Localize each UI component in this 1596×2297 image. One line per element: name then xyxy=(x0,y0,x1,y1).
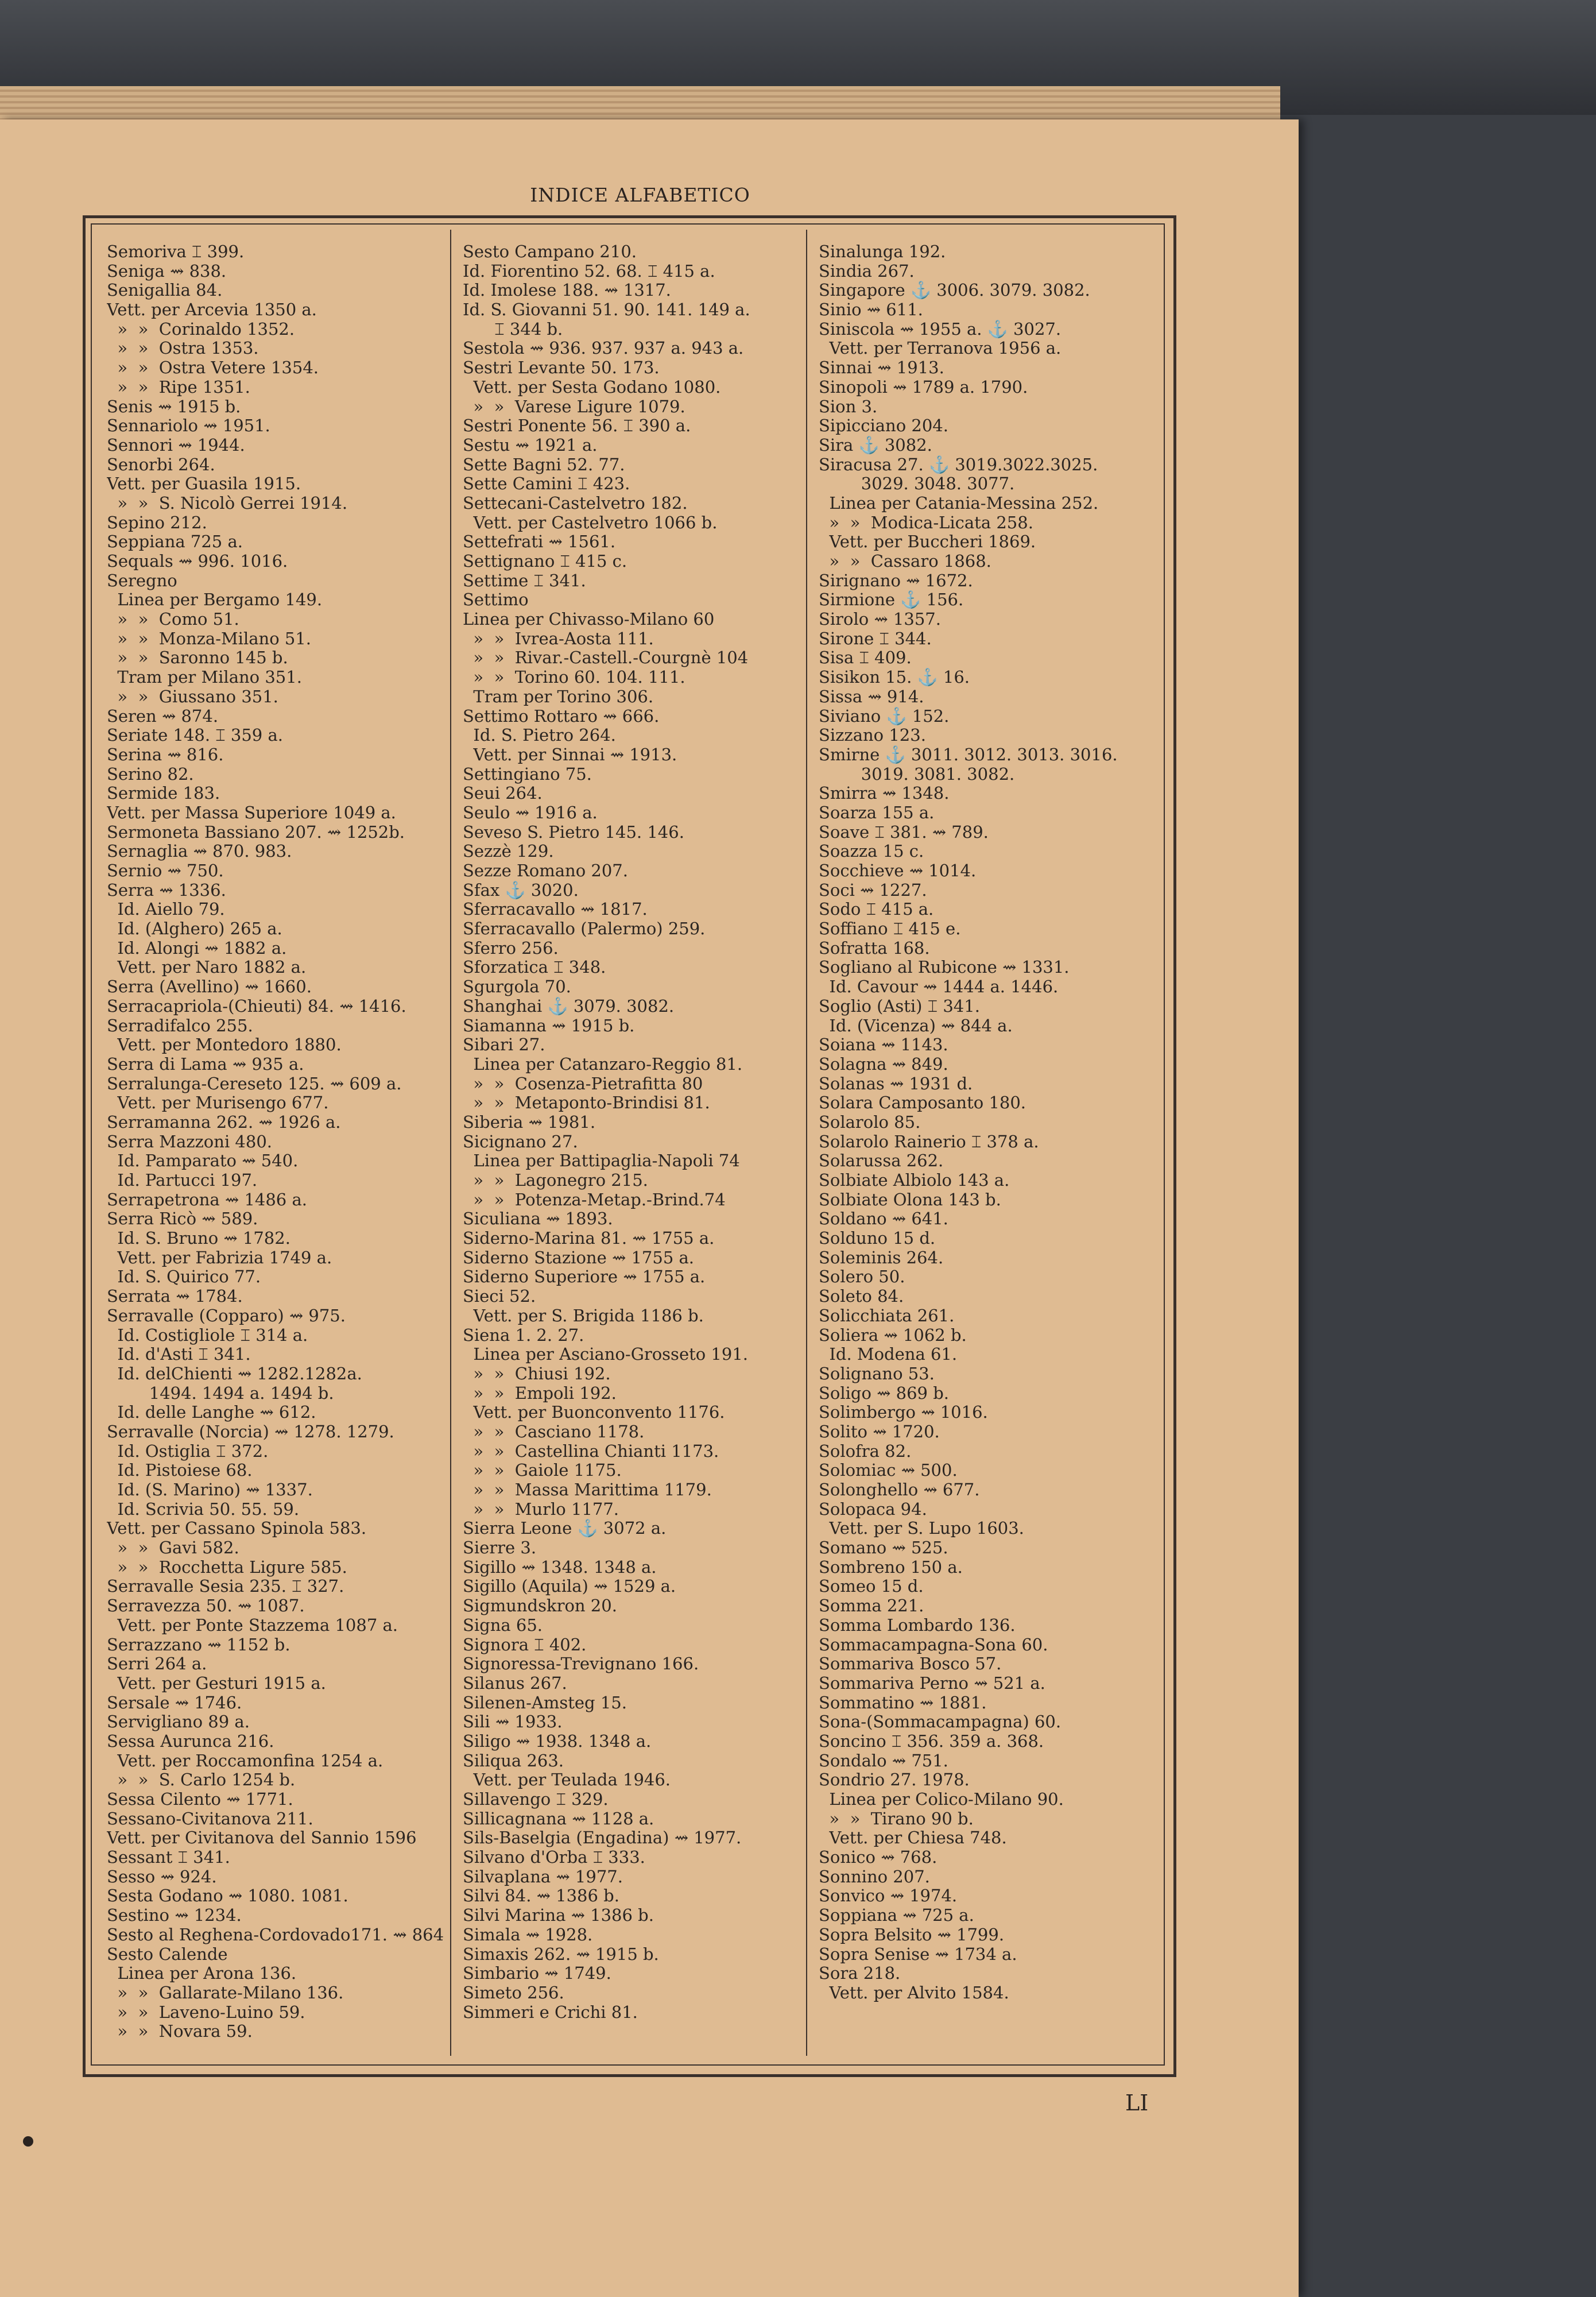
index-entry: Sofratta 168. xyxy=(819,938,930,958)
index-entry: Solbiate Olona 143 b. xyxy=(819,1190,1001,1209)
index-entry: Serino 82. xyxy=(107,764,194,784)
index-entry: Sicignano 27. xyxy=(463,1132,578,1151)
index-entry: Sepino 212. xyxy=(107,513,207,532)
index-entry: Sibari 27. xyxy=(463,1035,545,1055)
index-entry: Id. delChienti ⇝ 1282.1282a. xyxy=(107,1364,362,1383)
index-entry: Sommacampagna-Sona 60. xyxy=(819,1635,1048,1654)
index-entry: Solopaca 94. xyxy=(819,1499,927,1519)
index-entry: » » Murlo 1177. xyxy=(463,1499,619,1519)
index-entry: Sonnino 207. xyxy=(819,1867,930,1886)
index-entry: Vett. per Naro 1882 a. xyxy=(107,958,307,977)
index-entry: Solimbergo ⇝ 1016. xyxy=(819,1403,988,1422)
index-entry: Id. (S. Marino) ⇝ 1337. xyxy=(107,1480,313,1499)
index-entry: Siliqua 263. xyxy=(463,1751,564,1770)
index-entry: Senigallia 84. xyxy=(107,281,223,300)
index-entry: Id. d'Asti ⌶ 341. xyxy=(107,1345,251,1364)
index-entry: Sonico ⇝ 768. xyxy=(819,1848,938,1867)
index-entry: Sesto Calende xyxy=(107,1944,228,1964)
index-entry: Solarolo Rainerio ⌶ 378 a. xyxy=(819,1132,1039,1151)
index-entry: Serramanna 262. ⇝ 1926 a. xyxy=(107,1112,341,1132)
index-entry: Sequals ⇝ 996. 1016. xyxy=(107,552,288,571)
index-entry: » » Cosenza-Pietrafitta 80 xyxy=(463,1074,703,1093)
index-entry: Siracusa 27. ⚓ 3019.3022.3025. xyxy=(819,455,1098,474)
index-entry: Sestu ⇝ 1921 a. xyxy=(463,435,598,455)
index-entry: Sesta Godano ⇝ 1080. 1081. xyxy=(107,1886,348,1906)
index-entry: » » Empoli 192. xyxy=(463,1383,617,1403)
index-entry: Sillicagnana ⇝ 1128 a. xyxy=(463,1809,654,1828)
index-entry: Simbario ⇝ 1749. xyxy=(463,1964,611,1983)
ink-dot xyxy=(23,2136,33,2147)
index-entry: Siberia ⇝ 1981. xyxy=(463,1112,596,1132)
index-entry: Soligo ⇝ 869 b. xyxy=(819,1383,949,1403)
index-entry: Settimo xyxy=(463,590,529,610)
index-entry: Soffiano ⌶ 415 e. xyxy=(819,919,961,939)
index-entry: Simeto 256. xyxy=(463,1983,564,2002)
index-entry: Sestri Levante 50. 173. xyxy=(463,358,660,378)
index-entry: Id. (Alghero) 265 a. xyxy=(107,919,282,939)
index-entry: Silvaplana ⇝ 1977. xyxy=(463,1867,623,1886)
index-entry: Shanghai ⚓ 3079. 3082. xyxy=(463,996,675,1016)
index-column-2 xyxy=(463,242,801,2022)
index-entry: Linea per Asciano-Grosseto 191. xyxy=(463,1345,749,1364)
index-entry: Silenen-Amsteg 15. xyxy=(463,1693,627,1712)
index-entry: Solara Camposanto 180. xyxy=(819,1093,1026,1113)
index-entry: » » Saronno 145 b. xyxy=(107,648,288,668)
index-entry: » » Ostra 1353. xyxy=(107,339,259,358)
index-entry: Linea per Colico-Milano 90. xyxy=(819,1790,1064,1809)
index-entry: Id. Fiorentino 52. 68. ⌶ 415 a. xyxy=(463,261,715,281)
index-entry: Id. Pamparato ⇝ 540. xyxy=(107,1151,299,1171)
index-entry: Sennori ⇝ 1944. xyxy=(107,435,245,455)
index-entry: Seren ⇝ 874. xyxy=(107,706,219,726)
index-entry: Signoressa-Trevignano 166. xyxy=(463,1654,699,1674)
index-entry: Sesto al Reghena-Cordovado171. ⇝ 864 xyxy=(107,1925,444,1944)
index-entry: ⌶ 344 b. xyxy=(463,319,563,339)
index-entry: Id. delle Langhe ⇝ 612. xyxy=(107,1403,316,1422)
index-entry: 3019. 3081. 3082. xyxy=(819,764,1015,784)
index-entry: Sombreno 150 a. xyxy=(819,1557,963,1577)
index-entry: Id. (Vicenza) ⇝ 844 a. xyxy=(819,1016,1013,1035)
index-entry: Sopra Belsito ⇝ 1799. xyxy=(819,1925,1005,1944)
index-entry: Senorbi 264. xyxy=(107,455,215,474)
index-entry: Sersale ⇝ 1746. xyxy=(107,1693,242,1712)
index-entry: Servigliano 89 a. xyxy=(107,1712,250,1732)
index-entry: Tram per Torino 306. xyxy=(463,687,654,706)
index-entry: Serravalle Sesia 235. ⌶ 327. xyxy=(107,1577,344,1596)
index-entry: Sisikon 15. ⚓ 16. xyxy=(819,668,970,687)
index-entry: Sette Bagni 52. 77. xyxy=(463,455,625,474)
index-entry: Id. Cavour ⇝ 1444 a. 1446. xyxy=(819,977,1059,997)
index-entry: Vett. per Murisengo 677. xyxy=(107,1093,329,1113)
index-entry: Signa 65. xyxy=(463,1615,543,1635)
index-entry: Sferro 256. xyxy=(463,938,559,958)
index-entry: Siviano ⚓ 152. xyxy=(819,706,950,726)
index-entry: Sierre 3. xyxy=(463,1538,537,1558)
index-entry: » » S. Nicolò Gerrei 1914. xyxy=(107,493,348,513)
index-entry: Sigillo ⇝ 1348. 1348 a. xyxy=(463,1557,657,1577)
index-entry: 1494. 1494 a. 1494 b. xyxy=(107,1383,334,1403)
index-entry: Vett. per Gesturi 1915 a. xyxy=(107,1673,326,1693)
index-entry: Id. Modena 61. xyxy=(819,1345,958,1364)
index-entry: Silvi 84. ⇝ 1386 b. xyxy=(463,1886,619,1906)
index-entry: Socchieve ⇝ 1014. xyxy=(819,861,977,880)
index-entry: Vett. per Teulada 1946. xyxy=(463,1770,671,1790)
index-entry: » » S. Carlo 1254 b. xyxy=(107,1770,296,1790)
index-entry: Id. Costigliole ⌶ 314 a. xyxy=(107,1325,308,1345)
index-entry: » » Ripe 1351. xyxy=(107,377,250,397)
index-entry: Seregno xyxy=(107,571,177,590)
index-entry: Linea per Catania-Messina 252. xyxy=(819,493,1099,513)
index-entry: Seppiana 725 a. xyxy=(107,532,243,552)
index-entry: Soppiana ⇝ 725 a. xyxy=(819,1906,974,1925)
index-entry: Vett. per Terranova 1956 a. xyxy=(819,339,1062,358)
index-entry: Sierra Leone ⚓ 3072 a. xyxy=(463,1519,667,1538)
index-entry: Sinopoli ⇝ 1789 a. 1790. xyxy=(819,377,1028,397)
index-entry: Sieci 52. xyxy=(463,1287,536,1306)
index-entry: Sora 218. xyxy=(819,1964,901,1983)
index-entry: » » Casciano 1178. xyxy=(463,1422,645,1441)
running-head: INDICE ALFABETICO xyxy=(530,184,750,206)
index-entry: Vett. per S. Lupo 1603. xyxy=(819,1519,1024,1538)
index-entry: Sessa Aurunca 216. xyxy=(107,1731,274,1751)
index-entry: Semoriva ⌶ 399. xyxy=(107,242,245,261)
index-entry: Id. Aiello 79. xyxy=(107,900,225,919)
index-entry: Id. Pistoiese 68. xyxy=(107,1461,253,1480)
index-entry: Sirolo ⇝ 1357. xyxy=(819,610,941,629)
index-entry: Siena 1. 2. 27. xyxy=(463,1325,584,1345)
index-entry: » » Laveno-Luino 59. xyxy=(107,2002,305,2022)
index-entry: Sommatino ⇝ 1881. xyxy=(819,1693,987,1712)
index-entry: Linea per Bergamo 149. xyxy=(107,590,323,610)
index-entry: Soncino ⌶ 356. 359 a. 368. xyxy=(819,1731,1044,1751)
index-entry: Simala ⇝ 1928. xyxy=(463,1925,593,1944)
index-entry: Somano ⇝ 525. xyxy=(819,1538,948,1558)
index-entry: Somma Lombardo 136. xyxy=(819,1615,1016,1635)
index-entry: Sermide 183. xyxy=(107,784,220,803)
index-entry: Sestri Ponente 56. ⌶ 390 a. xyxy=(463,416,691,436)
index-entry: Solonghello ⇝ 677. xyxy=(819,1480,980,1499)
index-entry: Sogliano al Rubicone ⇝ 1331. xyxy=(819,958,1070,977)
index-entry: Vett. per Arcevia 1350 a. xyxy=(107,300,317,320)
index-entry: Siniscola ⇝ 1955 a. ⚓ 3027. xyxy=(819,319,1062,339)
index-entry: Serra Ricò ⇝ 589. xyxy=(107,1209,258,1229)
index-entry: Serra (Avellino) ⇝ 1660. xyxy=(107,977,312,997)
index-entry: » » Massa Marittima 1179. xyxy=(463,1480,712,1499)
index-entry: Sillavengo ⌶ 329. xyxy=(463,1790,609,1809)
index-entry: Soleminis 264. xyxy=(819,1248,944,1267)
index-entry: Sferracavallo (Palermo) 259. xyxy=(463,919,706,939)
index-entry: Sforzatica ⌶ 348. xyxy=(463,958,606,977)
index-entry: » » Varese Ligure 1079. xyxy=(463,397,685,416)
index-entry: Serina ⇝ 816. xyxy=(107,745,224,764)
index-entry: Soazza 15 c. xyxy=(819,842,924,861)
index-entry: Serralunga-Cereseto 125. ⇝ 609 a. xyxy=(107,1074,402,1093)
index-entry: Sernaglia ⇝ 870. 983. xyxy=(107,842,292,861)
index-entry: Sette Camini ⌶ 423. xyxy=(463,474,630,494)
index-entry: Solicchiata 261. xyxy=(819,1306,955,1325)
index-column-3 xyxy=(819,242,1157,2003)
index-entry: Siculiana ⇝ 1893. xyxy=(463,1209,613,1229)
index-entry: Solarolo 85. xyxy=(819,1112,921,1132)
index-entry: » » Castellina Chianti 1173. xyxy=(463,1441,719,1461)
index-entry: Siderno Stazione ⇝ 1755 a. xyxy=(463,1248,695,1267)
index-entry: Sezze Romano 207. xyxy=(463,861,628,880)
index-entry: Seui 264. xyxy=(463,784,543,803)
index-entry: Linea per Battipaglia-Napoli 74 xyxy=(463,1151,740,1171)
index-entry: Serra ⇝ 1336. xyxy=(107,880,226,900)
index-entry: Siligo ⇝ 1938. 1348 a. xyxy=(463,1731,652,1751)
index-entry: Serracapriola-(Chieuti) 84. ⇝ 1416. xyxy=(107,996,406,1016)
index-entry: Seniga ⇝ 838. xyxy=(107,261,227,281)
index-entry: Sinnai ⇝ 1913. xyxy=(819,358,944,378)
index-entry: » » Modica-Licata 258. xyxy=(819,513,1033,532)
index-entry: Sferracavallo ⇝ 1817. xyxy=(463,900,648,919)
index-entry: Serra di Lama ⇝ 935 a. xyxy=(107,1054,304,1074)
index-entry: Tram per Milano 351. xyxy=(107,668,302,687)
index-entry: Sona-(Sommacampagna) 60. xyxy=(819,1712,1062,1732)
index-entry: Sommariva Perno ⇝ 521 a. xyxy=(819,1673,1045,1693)
index-entry: Silvano d'Orba ⌶ 333. xyxy=(463,1848,645,1867)
index-entry: Settignano ⌶ 415 c. xyxy=(463,552,627,571)
index-entry: Sessa Cilento ⇝ 1771. xyxy=(107,1790,293,1809)
index-entry: » » Lagonegro 215. xyxy=(463,1171,648,1190)
index-entry: Serrazzano ⇝ 1152 b. xyxy=(107,1635,290,1654)
index-entry: » » Gavi 582. xyxy=(107,1538,239,1558)
index-entry: Vett. per Roccamonfina 1254 a. xyxy=(107,1751,383,1770)
index-entry: Silvi Marina ⇝ 1386 b. xyxy=(463,1906,654,1925)
index-entry: Sisa ⌶ 409. xyxy=(819,648,912,668)
index-entry: Solito ⇝ 1720. xyxy=(819,1422,940,1441)
index-entry: Sesto Campano 210. xyxy=(463,242,637,261)
index-entry: Sesso ⇝ 924. xyxy=(107,1867,217,1886)
index-entry: Soave ⌶ 381. ⇝ 789. xyxy=(819,822,989,842)
index-entry: Sestola ⇝ 936. 937. 937 a. 943 a. xyxy=(463,339,744,358)
index-entry: Vett. per Fabrizia 1749 a. xyxy=(107,1248,332,1267)
index-entry: Sonvico ⇝ 1974. xyxy=(819,1886,958,1906)
index-entry: Singapore ⚓ 3006. 3079. 3082. xyxy=(819,281,1090,300)
column-rule xyxy=(806,230,807,2056)
index-entry: Sigmundskron 20. xyxy=(463,1596,617,1616)
index-entry: » » Rivar.-Castell.-Courgnè 104 xyxy=(463,648,749,668)
index-entry: Somma 221. xyxy=(819,1596,924,1616)
index-entry: Solanas ⇝ 1931 d. xyxy=(819,1074,973,1093)
index-entry: Vett. per Buonconvento 1176. xyxy=(463,1403,725,1422)
index-entry: Soldano ⇝ 641. xyxy=(819,1209,948,1229)
index-entry: Simmeri e Crichi 81. xyxy=(463,2002,638,2022)
index-entry: Id. Scrivia 50. 55. 59. xyxy=(107,1499,300,1519)
index-entry: Id. S. Giovanni 51. 90. 141. 149 a. xyxy=(463,300,750,320)
index-column-1 xyxy=(107,242,446,2041)
index-entry: Settimo Rottaro ⇝ 666. xyxy=(463,706,660,726)
index-entry: Vett. per Sesta Godano 1080. xyxy=(463,377,721,397)
index-entry: Vett. per Sinnai ⇝ 1913. xyxy=(463,745,677,764)
index-entry: Soliera ⇝ 1062 b. xyxy=(819,1325,967,1345)
index-entry: Sissa ⇝ 914. xyxy=(819,687,924,706)
index-entry: Sfax ⚓ 3020. xyxy=(463,880,579,900)
index-entry: Solero 50. xyxy=(819,1267,905,1287)
index-entry: » » Novara 59. xyxy=(107,2022,253,2041)
index-entry: Sirone ⌶ 344. xyxy=(819,629,932,648)
index-entry: Serri 264 a. xyxy=(107,1654,207,1674)
index-entry: Sigillo (Aquila) ⇝ 1529 a. xyxy=(463,1577,676,1596)
index-entry: Sira ⚓ 3082. xyxy=(819,435,932,455)
index-entry: Id. Alongi ⇝ 1882 a. xyxy=(107,938,287,958)
index-entry: Soiana ⇝ 1143. xyxy=(819,1035,948,1055)
index-entry: Sondrio 27. 1978. xyxy=(819,1770,970,1790)
index-entry: Settingiano 75. xyxy=(463,764,592,784)
index-entry: Vett. per Buccheri 1869. xyxy=(819,532,1036,552)
index-entry: Sinalunga 192. xyxy=(819,242,946,261)
index-entry: Linea per Catanzaro-Reggio 81. xyxy=(463,1054,743,1074)
index-entry: Sessant ⌶ 341. xyxy=(107,1848,230,1867)
index-entry: Serrapetrona ⇝ 1486 a. xyxy=(107,1190,307,1209)
index-entry: Sennariolo ⇝ 1951. xyxy=(107,416,270,436)
index-entry: Id. S. Bruno ⇝ 1782. xyxy=(107,1229,290,1248)
index-entry: Vett. per Guasila 1915. xyxy=(107,474,301,494)
index-entry: 3029. 3048. 3077. xyxy=(819,474,1015,494)
index-entry: » » Tirano 90 b. xyxy=(819,1809,974,1828)
index-entry: Silanus 267. xyxy=(463,1673,567,1693)
index-entry: Vett. per Montedoro 1880. xyxy=(107,1035,342,1055)
index-entry: Smirne ⚓ 3011. 3012. 3013. 3016. xyxy=(819,745,1118,764)
index-entry: Serravezza 50. ⇝ 1087. xyxy=(107,1596,305,1616)
index-entry: Id. Imolese 188. ⇝ 1317. xyxy=(463,281,671,300)
index-entry: » » Gaiole 1175. xyxy=(463,1461,622,1480)
index-entry: Settecani-Castelvetro 182. xyxy=(463,493,688,513)
index-entry: Smirra ⇝ 1348. xyxy=(819,784,950,803)
index-entry: Sils-Baselgia (Engadina) ⇝ 1977. xyxy=(463,1828,742,1848)
index-entry: Siamanna ⇝ 1915 b. xyxy=(463,1016,635,1035)
index-entry: Vett. per Cassano Spinola 583. xyxy=(107,1519,367,1538)
index-entry: Settefrati ⇝ 1561. xyxy=(463,532,616,552)
index-entry: Sezzè 129. xyxy=(463,842,554,861)
index-entry: Seriate 148. ⌶ 359 a. xyxy=(107,726,283,745)
index-entry: Solignano 53. xyxy=(819,1364,935,1383)
page-number: LI xyxy=(1125,2090,1149,2116)
index-entry: Sernio ⇝ 750. xyxy=(107,861,224,880)
index-entry: Linea per Chivasso-Milano 60 xyxy=(463,610,715,629)
index-entry: Soarza 155 a. xyxy=(819,803,935,822)
index-entry: » » Rocchetta Ligure 585. xyxy=(107,1557,347,1577)
index-entry: » » Gallarate-Milano 136. xyxy=(107,1983,344,2002)
index-entry: » » Corinaldo 1352. xyxy=(107,319,295,339)
index-entry: Soleto 84. xyxy=(819,1287,904,1306)
index-entry: Serradifalco 255. xyxy=(107,1016,253,1035)
index-entry: Vett. per Civitanova del Sannio 1596 xyxy=(107,1828,417,1848)
index-entry: Sipicciano 204. xyxy=(819,416,948,436)
index-entry: Vett. per Ponte Stazzema 1087 a. xyxy=(107,1615,398,1635)
index-entry: Sindia 267. xyxy=(819,261,915,281)
index-entry: Serrata ⇝ 1784. xyxy=(107,1287,243,1306)
index-entry: Solomiac ⇝ 500. xyxy=(819,1461,958,1480)
index-entry: Solbiate Albiolo 143 a. xyxy=(819,1171,1010,1190)
index-entry: » » Metaponto-Brindisi 81. xyxy=(463,1093,710,1113)
index-entry: » » Potenza-Metap.-Brind.74 xyxy=(463,1190,726,1209)
index-entry: Vett. per Castelvetro 1066 b. xyxy=(463,513,718,532)
index-entry: Seulo ⇝ 1916 a. xyxy=(463,803,598,822)
index-entry: Serravalle (Norcia) ⇝ 1278. 1279. xyxy=(107,1422,394,1441)
index-entry: Sizzano 123. xyxy=(819,726,926,745)
index-entry: Vett. per Chiesa 748. xyxy=(819,1828,1007,1848)
index-entry: » » Giussano 351. xyxy=(107,687,278,706)
index-entry: Sodo ⌶ 415 a. xyxy=(819,900,934,919)
index-entry: Vett. per Alvito 1584. xyxy=(819,1983,1009,2002)
index-entry: » » Torino 60. 104. 111. xyxy=(463,668,685,687)
index-entry: » » Ostra Vetere 1354. xyxy=(107,358,319,378)
index-entry: Serra Mazzoni 480. xyxy=(107,1132,273,1151)
index-entry: Linea per Arona 136. xyxy=(107,1964,297,1983)
index-entry: Vett. per Massa Superiore 1049 a. xyxy=(107,803,396,822)
index-entry: Id. Ostiglia ⌶ 372. xyxy=(107,1441,269,1461)
index-entry: Sili ⇝ 1933. xyxy=(463,1712,563,1732)
index-entry: » » Chiusi 192. xyxy=(463,1364,611,1383)
index-entry: Sestino ⇝ 1234. xyxy=(107,1906,242,1925)
index-entry: Solofra 82. xyxy=(819,1441,912,1461)
index-entry: Soglio (Asti) ⌶ 341. xyxy=(819,996,980,1016)
index-entry: » » Ivrea-Aosta 111. xyxy=(463,629,654,648)
index-entry: Sessano-Civitanova 211. xyxy=(107,1809,313,1828)
index-entry: Sirignano ⇝ 1672. xyxy=(819,571,973,590)
index-entry: » » Como 51. xyxy=(107,610,239,629)
index-entry: Sommariva Bosco 57. xyxy=(819,1654,1002,1674)
index-entry: Sermoneta Bassiano 207. ⇝ 1252b. xyxy=(107,822,405,842)
index-entry: Someo 15 d. xyxy=(819,1577,924,1596)
index-entry: Serravalle (Copparo) ⇝ 975. xyxy=(107,1306,346,1325)
index-entry: Settime ⌶ 341. xyxy=(463,571,586,590)
index-entry: Sinio ⇝ 611. xyxy=(819,300,923,320)
index-entry: Solagna ⇝ 849. xyxy=(819,1054,948,1074)
index-entry: Solduno 15 d. xyxy=(819,1229,936,1248)
index-entry: Soci ⇝ 1227. xyxy=(819,880,927,900)
index-entry: Siderno-Marina 81. ⇝ 1755 a. xyxy=(463,1229,715,1248)
index-entry: Solarussa 262. xyxy=(819,1151,944,1171)
index-entry: Id. S. Quirico 77. xyxy=(107,1267,261,1287)
index-entry: Vett. per S. Brigida 1186 b. xyxy=(463,1306,704,1325)
index-entry: Senis ⇝ 1915 b. xyxy=(107,397,241,416)
index-entry: Id. Partucci 197. xyxy=(107,1171,258,1190)
index-entry: Signora ⌶ 402. xyxy=(463,1635,587,1654)
index-entry: Simaxis 262. ⇝ 1915 b. xyxy=(463,1944,659,1964)
index-entry: Sirmione ⚓ 156. xyxy=(819,590,964,610)
index-entry: Sondalo ⇝ 751. xyxy=(819,1751,948,1770)
column-rule xyxy=(450,230,451,2056)
index-entry: Seveso S. Pietro 145. 146. xyxy=(463,822,684,842)
index-entry: » » Cassaro 1868. xyxy=(819,552,991,571)
index-entry: » » Monza-Milano 51. xyxy=(107,629,312,648)
index-entry: Sopra Senise ⇝ 1734 a. xyxy=(819,1944,1017,1964)
index-entry: Sion 3. xyxy=(819,397,878,416)
index-entry: Id. S. Pietro 264. xyxy=(463,726,616,745)
index-entry: Siderno Superiore ⇝ 1755 a. xyxy=(463,1267,706,1287)
index-entry: Sgurgola 70. xyxy=(463,977,571,997)
